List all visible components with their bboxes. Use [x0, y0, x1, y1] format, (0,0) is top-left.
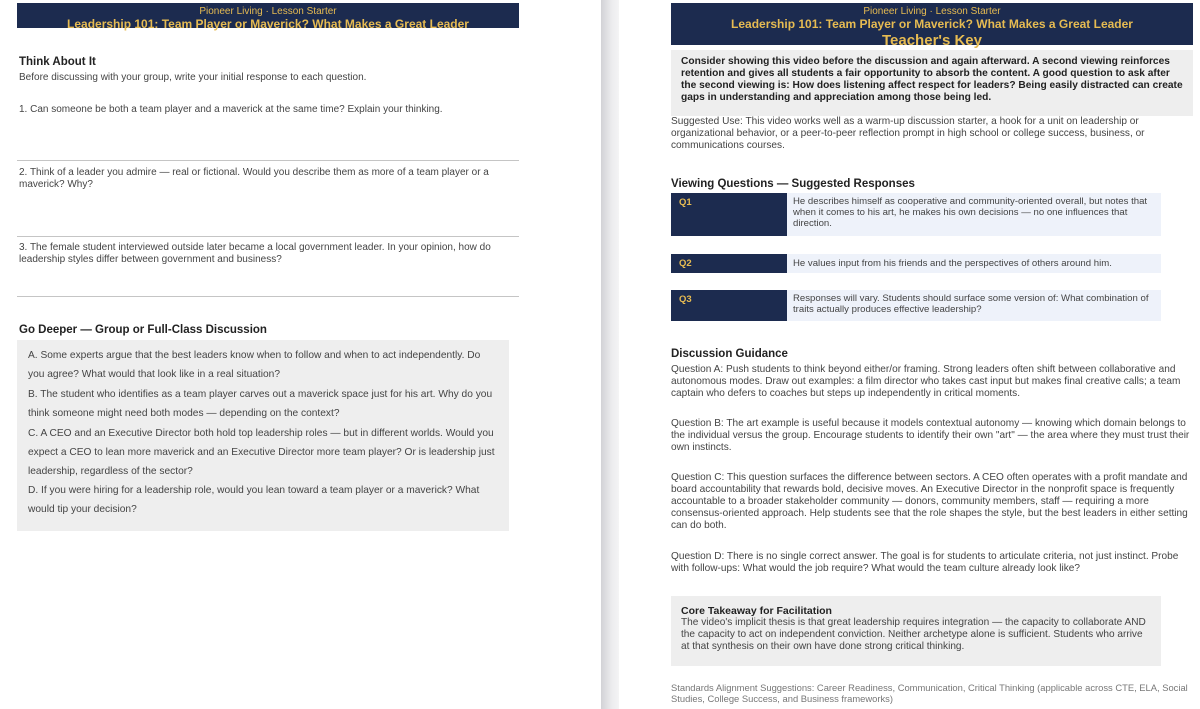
takeaway-body: The video's implicit thesis is that great leadership requires integration — the capacity to collaborate AND the capacity to act on independent conviction. Neither archetype alone is sufficient. Students who arrive at that synthesis on their own have done strong critical thinking.	[681, 617, 1146, 652]
question-3: 3. The female student interviewed outside later became a local government leader. In your opinion, how do leadership styles differ between government and business?	[19, 242, 491, 265]
takeaway-title: Core Takeaway for Facilitation	[681, 605, 832, 617]
viewing-row-q2	[671, 254, 1193, 273]
viewing-row-q3	[671, 290, 1193, 321]
discussion-item-b: B. The student who identifies as a team player carves out a maverick space just for his art. Why do you think someone might need both modes — depending on the context?	[28, 389, 493, 419]
key-banner	[671, 3, 1193, 49]
think-instruction: Before discussing with your group, write your initial response to each question.	[19, 72, 367, 83]
q2-answer: He values input from his friends and the perspectives of others around him.	[787, 254, 1161, 273]
guidance-question-c: Question C: This question surfaces the difference between sectors. A CEO often operates with a profit mandate and board accountability that rewards bold, decisive moves. An Executive Director in the nonprofit space is frequently accountable to a broader stakeholder community — donors, community members, staff — requiring a more consensus-oriented approach. Help students see that the role shapes the style, but the best leaders in either setting can do both.	[671, 472, 1188, 531]
answer-line-2	[17, 236, 519, 237]
guidance-question-d: Question D: There is no single correct answer. The goal is for students to articulate criteria, not just instinct. Probe with follow-ups: What would the job require? What would the team culture already look like?	[671, 551, 1179, 574]
q1-answer: He describes himself as cooperative and community-oriented overall, but notes that when it comes to his art, he makes his own decisions — no one influences that direction.	[787, 193, 1161, 236]
suggested-use: Suggested Use: This video works well as a warm-up discussion starter, a hook for a unit on leadership or organizational behavior, or a peer-to-peer reflection prompt in high school or college success, business, or communications courses.	[671, 116, 1145, 151]
key-banner-kicker: Pioneer Living · Lesson Starter	[863, 6, 1001, 17]
handout-banner	[17, 3, 519, 31]
answer-line-3	[17, 296, 519, 297]
facilitator-note-text: Consider showing this video before the discussion and again afterward. A second viewing reinforces retention and gives all students a fair opportunity to absorb the content. A good question to ask after the second viewing is: How does listening affect respect for leaders? Being easily distracted can create gaps in understanding and appreciation among those being led.	[681, 56, 1183, 103]
discussion-box	[17, 340, 509, 531]
answer-line-1	[17, 160, 519, 161]
viewing-heading: Viewing Questions — Suggested Responses	[671, 178, 915, 190]
page-gutter	[601, 0, 619, 709]
discussion-item-c: C. A CEO and an Executive Director both hold top leadership roles — but in different worlds. Would you expect a CEO to lean more maverick and an Executive Director more team player? Or is leadership just leadership, regardless of the sector?	[28, 428, 495, 477]
key-banner-title: Leadership 101: Team Player or Maverick? What Makes a Great Leader	[731, 17, 1133, 31]
discussion-item-a: A. Some experts argue that the best leaders know when to follow and when to act independently. Do you agree? What would that look like in a real situation?	[28, 350, 481, 380]
standards-alignment: Standards Alignment Suggestions: Career Readiness, Communication, Critical Thinking (applicable across CTE, ELA, Social Studies, College Success, and Business frameworks)	[671, 682, 1188, 704]
q3-tag: Q3	[671, 290, 787, 321]
q1-tag: Q1	[671, 193, 787, 236]
question-2: 2. Think of a leader you admire — real or fictional. Would you describe them as more of a team player or a maverick? Why?	[19, 167, 489, 190]
guidance-question-b: Question B: The art example is useful because it models contextual autonomy — knowing which domain belongs to the individual versus the group. Encourage students to identify their own "art" — the area where they must trust their own instincts.	[671, 418, 1190, 453]
guidance-question-a: Question A: Push students to think beyond either/or framing. Strong leaders often shift between collaborative and autonomous modes. Draw out examples: a film director who takes cast input but makes final creative calls; a team captain who defers to coaches but steps up independently in critical moments.	[671, 364, 1181, 399]
viewing-row-q1	[671, 193, 1193, 236]
q2-tag: Q2	[671, 254, 787, 273]
guidance-heading: Discussion Guidance	[671, 348, 788, 360]
deeper-heading: Go Deeper — Group or Full-Class Discussion	[19, 324, 267, 336]
teacher-key-page	[619, 0, 1200, 709]
q3-answer: Responses will vary. Students should surface some version of: What combination of traits actually produces effective leadership?	[787, 290, 1161, 321]
banner-title: Leadership 101: Team Player or Maverick? What Makes a Great Leader	[67, 17, 469, 31]
discussion-item-d: D. If you were hiring for a leadership role, would you lean toward a team player or a maverick? What would tip your decision?	[28, 485, 480, 515]
facilitator-note	[671, 50, 1193, 116]
teachers-key-title: Teacher's Key	[881, 32, 982, 49]
question-1: 1. Can someone be both a team player and a maverick at the same time? Explain your thinking.	[19, 104, 443, 115]
core-takeaway-box	[671, 596, 1161, 666]
banner-kicker: Pioneer Living · Lesson Starter	[199, 6, 337, 17]
think-heading: Think About It	[19, 56, 96, 68]
